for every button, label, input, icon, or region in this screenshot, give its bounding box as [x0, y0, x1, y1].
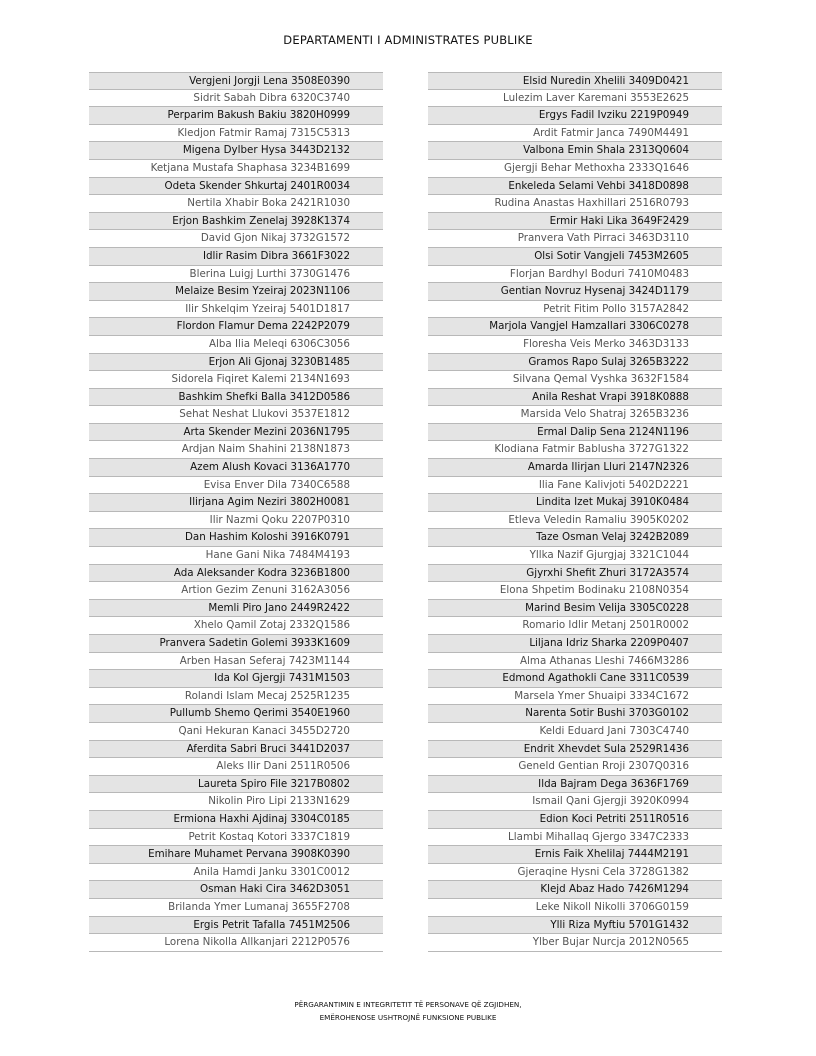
list-item: Gjeraqine Hysni Cela 3728G1382 — [428, 864, 722, 882]
list-item: Gjergji Behar Methoxha 2333Q1646 — [428, 160, 722, 178]
list-item: Ardit Fatmir Janca 7490M4491 — [428, 125, 722, 143]
list-item: Keldi Eduard Jani 7303C4740 — [428, 723, 722, 741]
list-item: Qani Hekuran Kanaci 3455D2720 — [89, 723, 383, 741]
list-item: Arta Skender Mezini 2036N1795 — [89, 424, 383, 442]
list-item: Klodiana Fatmir Bablusha 3727G1322 — [428, 441, 722, 459]
list-item: Marsela Ymer Shuaipi 3334C1672 — [428, 688, 722, 706]
page-title: DEPARTAMENTI I ADMINISTRATES PUBLIKE — [283, 33, 533, 47]
list-item: Ilia Fane Kalivjoti 5402D2221 — [428, 477, 722, 495]
list-item: Alma Athanas Lleshi 7466M3286 — [428, 653, 722, 671]
list-item: Valbona Emin Shala 2313Q0604 — [428, 142, 722, 160]
list-item: Klejd Abaz Hado 7426M1294 — [428, 881, 722, 899]
list-item: Edmond Agathokli Cane 3311C0539 — [428, 670, 722, 688]
list-item: Sehat Neshat Llukovi 3537E1812 — [89, 406, 383, 424]
list-item: Narenta Sotir Bushi 3703G0102 — [428, 705, 722, 723]
list-item: Leke Nikoll Nikolli 3706G0159 — [428, 899, 722, 917]
list-item: Sidrit Sabah Dibra 6320C3740 — [89, 90, 383, 108]
list-item: Endrit Xhevdet Sula 2529R1436 — [428, 741, 722, 759]
list-item: Nikolin Piro Lipi 2133N1629 — [89, 793, 383, 811]
list-item: Petrit Kostaq Kotori 3337C1819 — [89, 829, 383, 847]
list-item: Perparim Bakush Bakiu 3820H0999 — [89, 107, 383, 125]
list-item: Petrit Fitim Pollo 3157A2842 — [428, 301, 722, 319]
list-item: Ardjan Naim Shahini 2138N1873 — [89, 441, 383, 459]
list-item: Ismail Qani Gjergji 3920K0994 — [428, 793, 722, 811]
list-item: Yllka Nazif Gjurgjaj 3321C1044 — [428, 547, 722, 565]
list-item: Ilda Bajram Dega 3636F1769 — [428, 776, 722, 794]
list-item: Marjola Vangjel Hamzallari 3306C0278 — [428, 318, 722, 336]
list-item: Alba Ilia Meleqi 6306C3056 — [89, 336, 383, 354]
list-item: Ketjana Mustafa Shaphasa 3234B1699 — [89, 160, 383, 178]
list-item: Gramos Rapo Sulaj 3265B3222 — [428, 354, 722, 372]
list-item: Erjon Ali Gjonaj 3230B1485 — [89, 354, 383, 372]
list-item: Bashkim Shefki Balla 3412D0586 — [89, 389, 383, 407]
list-item: Ergis Petrit Tafalla 7451M2506 — [89, 917, 383, 935]
left-name-list — [89, 72, 383, 952]
list-item: Laureta Spiro File 3217B0802 — [89, 776, 383, 794]
list-item: Lorena Nikolla Allkanjari 2212P0576 — [89, 934, 383, 952]
list-item: Anila Hamdi Janku 3301C0012 — [89, 864, 383, 882]
list-item: Taze Osman Velaj 3242B2089 — [428, 529, 722, 547]
list-item: Memli Piro Jano 2449R2422 — [89, 600, 383, 618]
list-item: Odeta Skender Shkurtaj 2401R0034 — [89, 178, 383, 196]
list-item: Ergys Fadil Ivziku 2219P0949 — [428, 107, 722, 125]
list-item: Aferdita Sabri Bruci 3441D2037 — [89, 741, 383, 759]
list-item: Melaize Besim Yzeiraj 2023N1106 — [89, 283, 383, 301]
list-item: Ilir Shkelqim Yzeiraj 5401D1817 — [89, 301, 383, 319]
list-item: Evisa Enver Dila 7340C6588 — [89, 477, 383, 495]
list-item: Rolandi Islam Mecaj 2525R1235 — [89, 688, 383, 706]
list-item: Rudina Anastas Haxhillari 2516R0793 — [428, 195, 722, 213]
list-item: Erjon Bashkim Zenelaj 3928K1374 — [89, 213, 383, 231]
list-item: Ermal Dalip Sena 2124N1196 — [428, 424, 722, 442]
list-item: Ermir Haki Lika 3649F2429 — [428, 213, 722, 231]
list-item: Sidorela Fiqiret Kalemi 2134N1693 — [89, 371, 383, 389]
list-item: Ada Aleksander Kodra 3236B1800 — [89, 565, 383, 583]
list-item: Azem Alush Kovaci 3136A1770 — [89, 459, 383, 477]
list-item: Ermiona Haxhi Ajdinaj 3304C0185 — [89, 811, 383, 829]
list-item: Anila Reshat Vrapi 3918K0888 — [428, 389, 722, 407]
list-item: Geneld Gentian Rroji 2307Q0316 — [428, 758, 722, 776]
list-item: Emihare Muhamet Pervana 3908K0390 — [89, 846, 383, 864]
list-item: Elona Shpetim Bodinaku 2108N0354 — [428, 582, 722, 600]
list-item: Gentian Novruz Hysenaj 3424D1179 — [428, 283, 722, 301]
list-item: Romario Idlir Metanj 2501R0002 — [428, 617, 722, 635]
list-item: Pranvera Sadetin Golemi 3933K1609 — [89, 635, 383, 653]
list-item: Marsida Velo Shatraj 3265B3236 — [428, 406, 722, 424]
list-item: Vergjeni Jorgji Lena 3508E0390 — [89, 72, 383, 90]
list-item: Nertila Xhabir Boka 2421R1030 — [89, 195, 383, 213]
list-item: Brilanda Ymer Lumanaj 3655F2708 — [89, 899, 383, 917]
list-item: Blerina Luigj Lurthi 3730G1476 — [89, 266, 383, 284]
footer-line-1: PËRGARANTIMIN E INTEGRITETIT TË PERSONAVE QË ZGJIDHEN, — [294, 1000, 522, 1009]
list-item: Floresha Veis Merko 3463D3133 — [428, 336, 722, 354]
list-item: Idlir Rasim Dibra 3661F3022 — [89, 248, 383, 266]
list-item: Ilirjana Agim Neziri 3802H0081 — [89, 494, 383, 512]
list-item: Arben Hasan Seferaj 7423M1144 — [89, 653, 383, 671]
list-item: Liljana Idriz Sharka 2209P0407 — [428, 635, 722, 653]
list-item: Flordon Flamur Dema 2242P2079 — [89, 318, 383, 336]
list-item: Artion Gezim Zenuni 3162A3056 — [89, 582, 383, 600]
list-item: Olsi Sotir Vangjeli 7453M2605 — [428, 248, 722, 266]
list-item: Etleva Veledin Ramaliu 3905K0202 — [428, 512, 722, 530]
list-item: Llambi Mihallaq Gjergo 3347C2333 — [428, 829, 722, 847]
list-item: Ylber Bujar Nurcja 2012N0565 — [428, 934, 722, 952]
list-item: Enkeleda Selami Vehbi 3418D0898 — [428, 178, 722, 196]
list-item: Xhelo Qamil Zotaj 2332Q1586 — [89, 617, 383, 635]
list-item: Florjan Bardhyl Boduri 7410M0483 — [428, 266, 722, 284]
list-item: Ilir Nazmi Qoku 2207P0310 — [89, 512, 383, 530]
list-item: Lindita Izet Mukaj 3910K0484 — [428, 494, 722, 512]
list-item: David Gjon Nikaj 3732G1572 — [89, 230, 383, 248]
footer — [0, 999, 816, 1024]
list-item: Osman Haki Cira 3462D3051 — [89, 881, 383, 899]
list-item: Ylli Riza Myftiu 5701G1432 — [428, 917, 722, 935]
list-item: Lulezim Laver Karemani 3553E2625 — [428, 90, 722, 108]
list-item: Silvana Qemal Vyshka 3632F1584 — [428, 371, 722, 389]
right-name-list — [428, 72, 722, 952]
list-item: Migena Dylber Hysa 3443D2132 — [89, 142, 383, 160]
list-item: Hane Gani Nika 7484M4193 — [89, 547, 383, 565]
list-item: Edion Koci Petriti 2511R0516 — [428, 811, 722, 829]
list-item: Dan Hashim Koloshi 3916K0791 — [89, 529, 383, 547]
list-item: Ernis Faik Xhelilaj 7444M2191 — [428, 846, 722, 864]
list-item: Pranvera Vath Pirraci 3463D3110 — [428, 230, 722, 248]
list-item: Gjyrxhi Shefit Zhuri 3172A3574 — [428, 565, 722, 583]
footer-line-2: EMËROHENOSE USHTROJNË FUNKSIONE PUBLIKE — [319, 1012, 497, 1022]
list-item: Ida Kol Gjergji 7431M1503 — [89, 670, 383, 688]
list-item: Kledjon Fatmir Ramaj 7315C5313 — [89, 125, 383, 143]
list-item: Aleks Ilir Dani 2511R0506 — [89, 758, 383, 776]
list-item: Elsid Nuredin Xhelili 3409D0421 — [428, 72, 722, 90]
list-item: Amarda Ilirjan Lluri 2147N2326 — [428, 459, 722, 477]
list-item: Pullumb Shemo Qerimi 3540E1960 — [89, 705, 383, 723]
list-item: Marind Besim Velija 3305C0228 — [428, 600, 722, 618]
